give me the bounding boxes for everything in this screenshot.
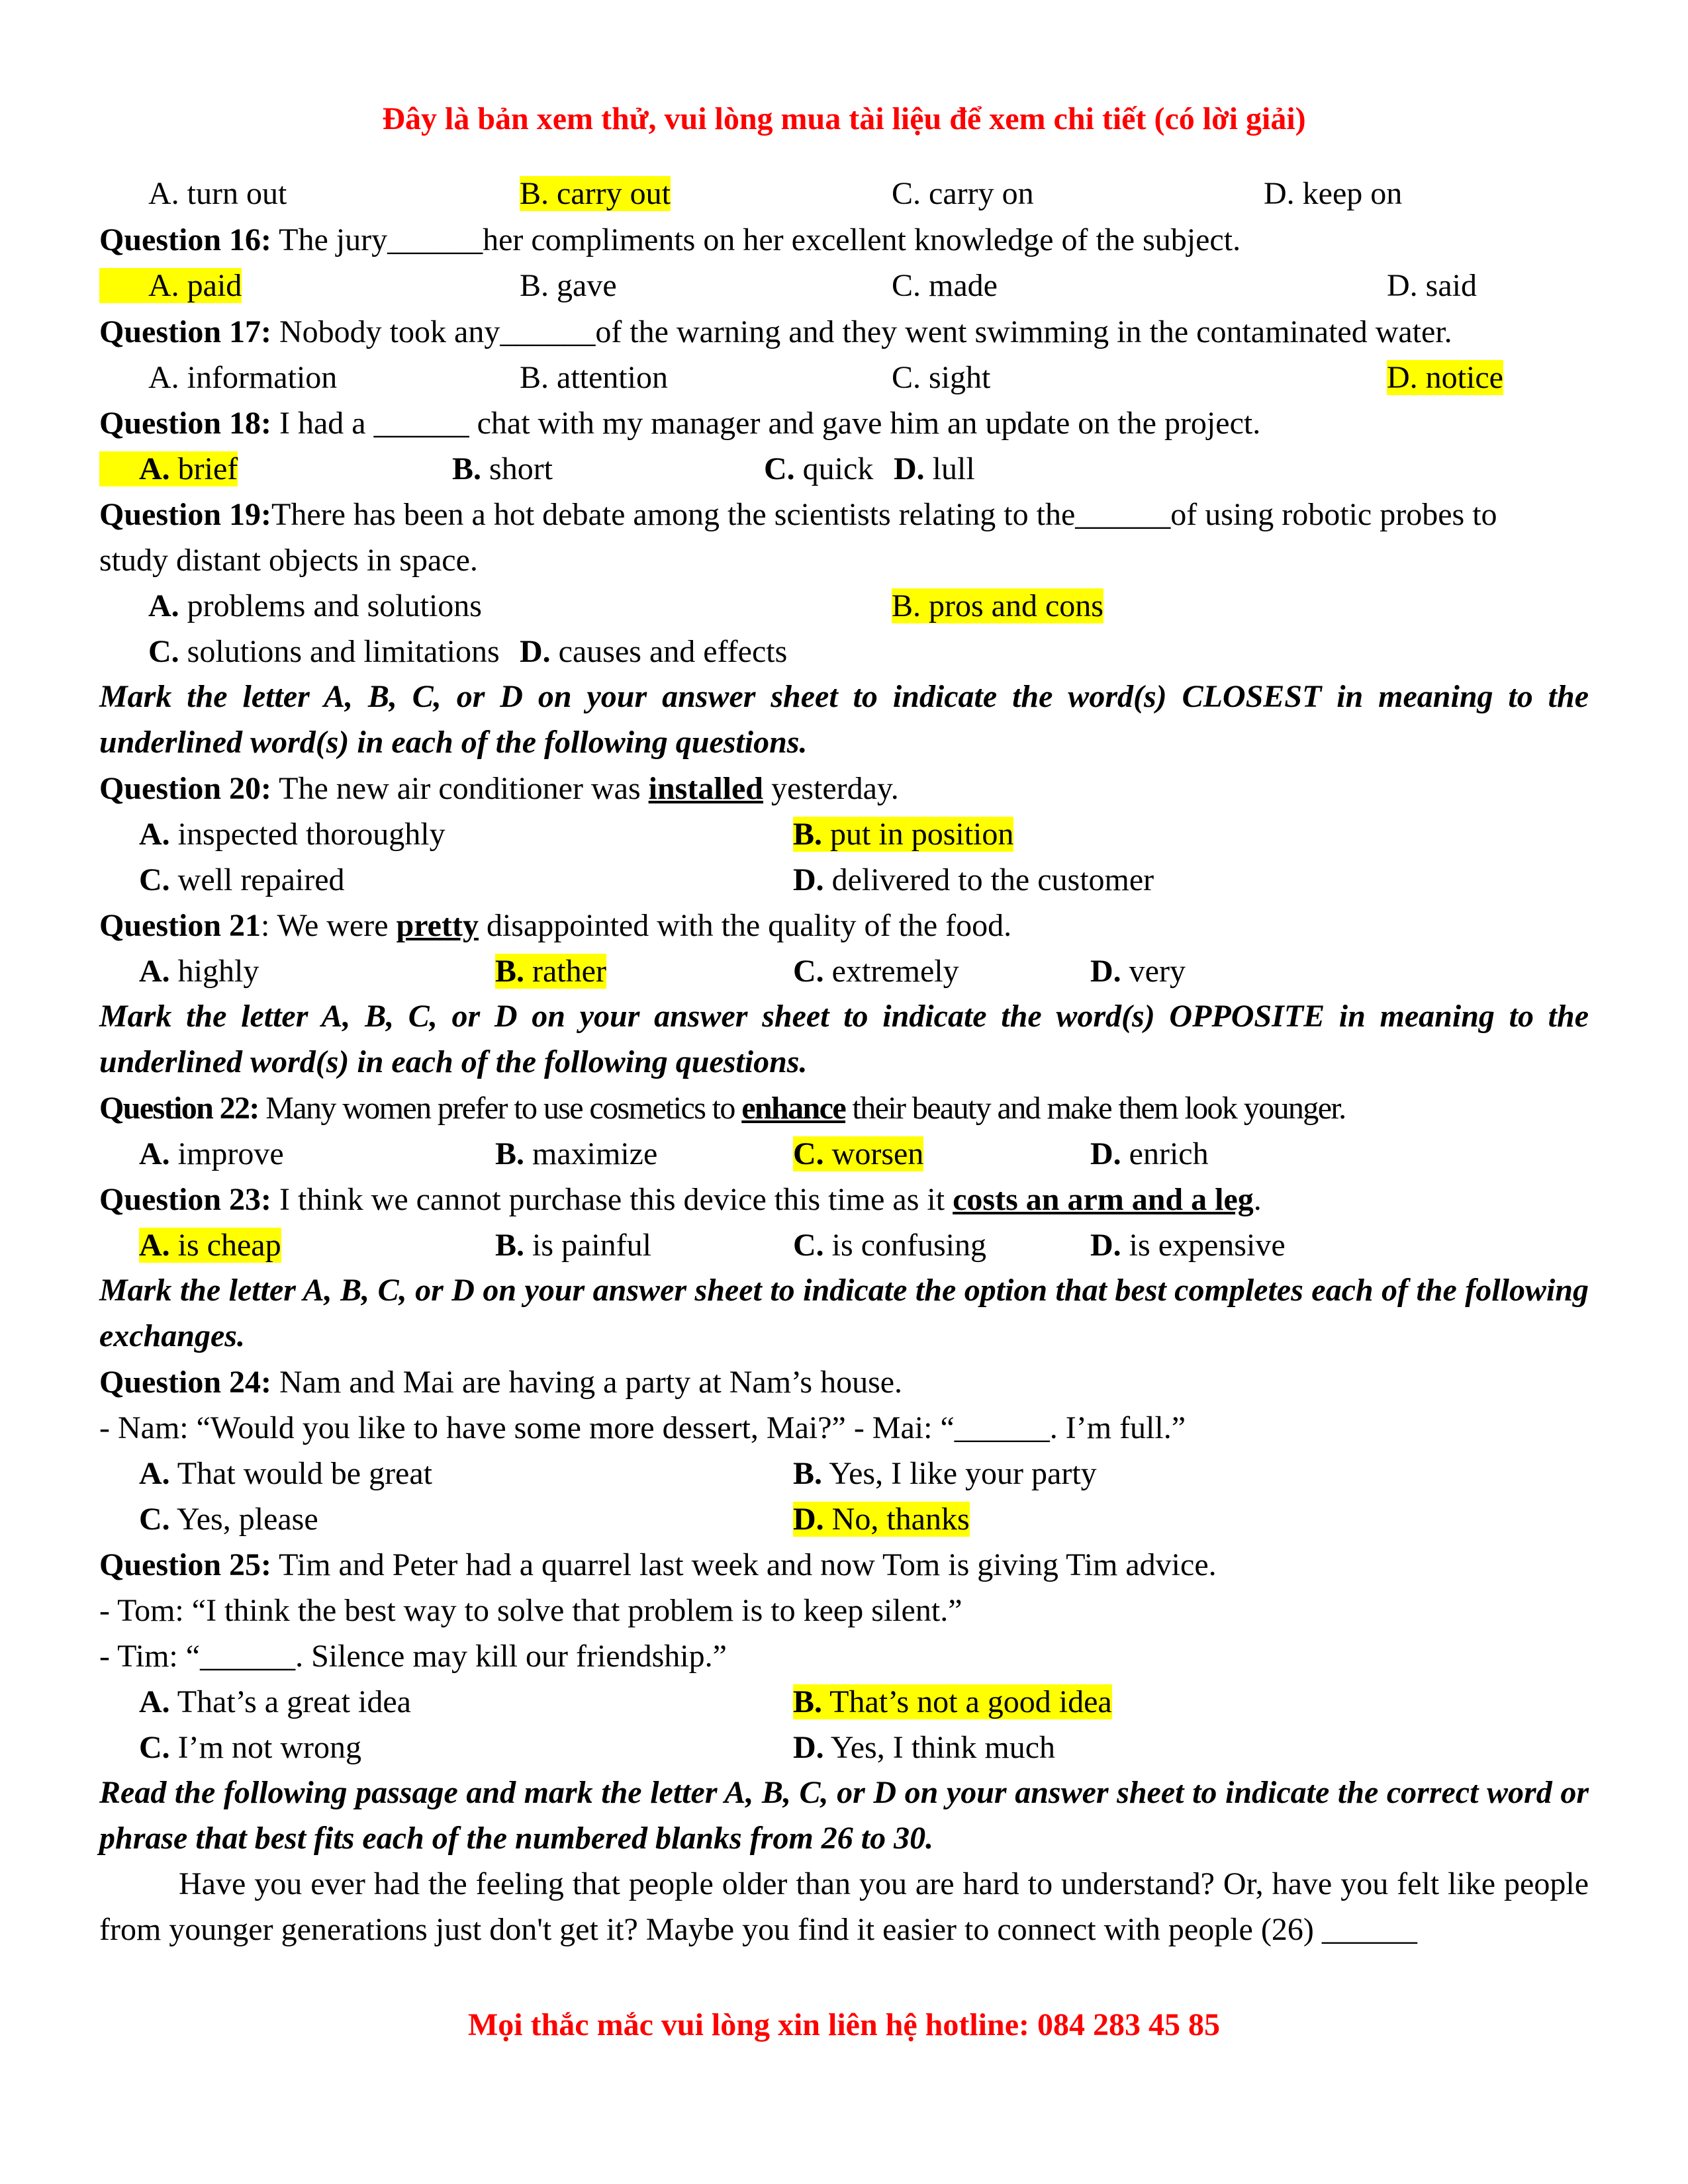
- q22-option-a: [139, 1134, 284, 1174]
- q19-option-d: [520, 632, 787, 672]
- option-letter: A.: [139, 1684, 170, 1719]
- q15-option-a: A. turn out: [148, 176, 287, 211]
- question-20: [99, 769, 899, 809]
- question-text: The new air conditioner was: [271, 771, 649, 806]
- q24-option-a: [139, 1454, 432, 1494]
- q15-option-d: D. keep on: [1264, 176, 1403, 211]
- q20-option-d: [793, 860, 1154, 900]
- option-text: That’s a great idea: [169, 1684, 411, 1719]
- q22-option-d: [1090, 1134, 1209, 1174]
- option-letter: B.: [793, 817, 823, 852]
- instruction-closest: Mark the letter A, B, C, or D on your answer sheet to indicate the word(s) CLOSEST in meaning to the underlined word(s) in each of the following questions.: [99, 679, 1589, 760]
- instruction-passage: Read the following passage and mark the letter A, B, C, or D on your answer sheet to indicate the correct word or phrase that best fits each of the numbered blanks from 26 to 30.: [99, 1775, 1589, 1856]
- q23-option-a: [139, 1226, 281, 1265]
- question-label: Question 17:: [99, 314, 272, 349]
- option-text: maximize: [524, 1136, 658, 1171]
- question-25: [99, 1545, 1217, 1585]
- q20-option-c: [139, 860, 345, 900]
- option-text: That’s not a good idea: [822, 1684, 1112, 1719]
- option-text: is confusing: [823, 1228, 986, 1263]
- option-letter: C.: [139, 1730, 170, 1765]
- option-text: is expensive: [1121, 1228, 1286, 1263]
- option-letter: C.: [793, 1136, 824, 1171]
- option-letter: A.: [139, 817, 170, 852]
- option-letter: B.: [495, 1228, 525, 1263]
- question-label: Question 16:: [99, 222, 272, 257]
- question-text: Tim and Peter had a quarrel last week and now Tom is giving Tim advice.: [271, 1547, 1217, 1582]
- question-text: Nobody took any______of the warning and they went swimming in the contaminated water.: [271, 314, 1452, 349]
- question-label: Question 24:: [99, 1365, 272, 1400]
- option-text: put in position: [822, 817, 1014, 852]
- question-text: yesterday.: [763, 771, 899, 806]
- q25-option-c: [139, 1728, 361, 1768]
- q19-option-b: [892, 586, 1103, 626]
- option-text: lull: [924, 451, 975, 486]
- option-letter: A.: [139, 1136, 170, 1171]
- option-text: delivered to the customer: [823, 862, 1154, 897]
- q16-option-d: D. said: [1387, 268, 1477, 303]
- q24-option-c: [139, 1500, 318, 1539]
- option-letter: B.: [793, 1684, 823, 1719]
- instruction-exchange: Mark the letter A, B, C, or D on your answer sheet to indicate the option that best completes each of the following exchanges.: [99, 1273, 1589, 1353]
- question-label: Question 19:: [99, 497, 272, 532]
- q17-option-d: [1387, 358, 1503, 398]
- question-text: I think we cannot purchase this device this time as it: [271, 1182, 953, 1217]
- option-letter: D.: [1090, 954, 1121, 989]
- q20-option-a: [139, 815, 445, 854]
- question-23: [99, 1180, 1262, 1220]
- answer-highlight: B. carry out: [520, 176, 671, 211]
- q25-option-a: [139, 1682, 411, 1722]
- q16-option-a: [99, 266, 242, 306]
- option-letter: D.: [793, 1502, 824, 1537]
- underlined-keyword: costs an arm and a leg: [953, 1182, 1254, 1217]
- answer-highlight: B. pros and cons: [892, 588, 1103, 623]
- question-label: Question 21: [99, 908, 261, 943]
- q18-option-c: [764, 449, 873, 489]
- question-text: .: [1253, 1182, 1262, 1217]
- question-21: [99, 906, 1011, 946]
- underlined-keyword: installed: [648, 771, 763, 806]
- option-letter: C.: [793, 954, 824, 989]
- q18-option-a: [99, 449, 238, 489]
- underlined-keyword: enhance: [741, 1091, 846, 1126]
- question-18: [99, 404, 1260, 443]
- option-letter: C.: [139, 1502, 170, 1537]
- question-text: disappointed with the quality of the food.: [478, 908, 1012, 943]
- option-text: rather: [524, 954, 606, 989]
- question-text: There has been a hot debate among the scientists relating to the______of using robotic probes to: [271, 497, 1497, 532]
- q22-option-b: [495, 1134, 657, 1174]
- option-text: quick: [794, 451, 874, 486]
- option-letter: D.: [1090, 1136, 1121, 1171]
- option-letter: A.: [148, 588, 179, 623]
- option-text: solutions and limitations: [179, 634, 500, 669]
- option-text: inspected thoroughly: [169, 817, 445, 852]
- option-text: brief: [169, 451, 238, 486]
- option-letter: D.: [793, 1730, 824, 1765]
- option-text: No, thanks: [823, 1502, 970, 1537]
- option-letter: B.: [495, 954, 525, 989]
- option-text: I’m not wrong: [169, 1730, 361, 1765]
- q24-option-b: [793, 1454, 1097, 1494]
- question-label: Question 22:: [99, 1091, 259, 1126]
- q24-option-d: [793, 1500, 970, 1539]
- option-text: well repaired: [169, 862, 345, 897]
- q20-option-b: [793, 815, 1013, 854]
- header-notice: Đây là bản xem thử, vui lòng mua tài liệu để xem chi tiết (có lời giải): [382, 101, 1306, 136]
- question-22: [99, 1089, 1346, 1128]
- question-text: Nam and Mai are having a party at Nam’s house.: [271, 1365, 903, 1400]
- q18-option-d: [894, 449, 975, 489]
- question-label: Question 18:: [99, 406, 272, 441]
- option-letter: B.: [452, 451, 482, 486]
- option-letter: D.: [1090, 1228, 1121, 1263]
- option-letter: C.: [793, 1228, 824, 1263]
- q21-option-c: [793, 952, 959, 991]
- instruction-opposite: Mark the letter A, B, C, or D on your answer sheet to indicate the word(s) OPPOSITE in meaning to the underlined word(s) in each of the following questions.: [99, 999, 1589, 1079]
- question-text: their beauty and make them look younger.: [845, 1091, 1346, 1126]
- q23-option-b: [495, 1226, 651, 1265]
- option-text: is cheap: [169, 1228, 281, 1263]
- option-text: worsen: [823, 1136, 924, 1171]
- question-17: [99, 312, 1452, 352]
- question-text: : We were: [261, 908, 397, 943]
- q15-option-c: C. carry on: [892, 176, 1034, 211]
- question-16: [99, 220, 1241, 260]
- option-letter: A.: [139, 451, 170, 486]
- option-letter: B.: [495, 1136, 525, 1171]
- question-label: Question 23:: [99, 1182, 272, 1217]
- q23-option-c: [793, 1226, 986, 1265]
- option-letter: A.: [139, 1228, 170, 1263]
- option-letter: A.: [139, 954, 170, 989]
- option-text: very: [1121, 954, 1186, 989]
- q18-option-b: [452, 449, 553, 489]
- q15-option-b: [520, 174, 671, 214]
- q21-option-a: [139, 952, 259, 991]
- question-text: Many women prefer to use cosmetics to: [258, 1091, 742, 1126]
- option-letter: D.: [793, 862, 824, 897]
- option-letter: D.: [894, 451, 925, 486]
- q25-option-d: [793, 1728, 1055, 1768]
- q23-option-d: [1090, 1226, 1286, 1265]
- q25-option-b: [793, 1682, 1112, 1722]
- question-19: [99, 495, 1497, 535]
- option-text: is painful: [524, 1228, 651, 1263]
- answer-highlight: D. notice: [1387, 360, 1503, 395]
- q17-option-b: B. attention: [520, 360, 668, 395]
- option-text: enrich: [1121, 1136, 1209, 1171]
- option-text: extremely: [823, 954, 959, 989]
- question-label: Question 25:: [99, 1547, 272, 1582]
- option-letter: C.: [139, 862, 170, 897]
- q21-option-b: [495, 952, 606, 991]
- option-letter: B.: [793, 1456, 823, 1491]
- option-text: improve: [169, 1136, 284, 1171]
- option-letter: C.: [148, 634, 179, 669]
- q17-option-c: C. sight: [892, 360, 991, 395]
- q21-option-d: [1090, 952, 1186, 991]
- option-text: short: [481, 451, 553, 486]
- option-text: highly: [169, 954, 259, 989]
- option-text: problems and solutions: [179, 588, 482, 623]
- option-text: Yes, I like your party: [822, 1456, 1097, 1491]
- question-24-dialog: - Nam: “Would you like to have some more dessert, Mai?” - Mai: “______. I’m full.”: [99, 1410, 1186, 1445]
- option-text: causes and effects: [550, 634, 788, 669]
- q16-option-c: C. made: [892, 268, 998, 303]
- q19-option-a: [148, 586, 482, 626]
- option-letter: A.: [139, 1456, 170, 1491]
- question-text: I had a ______ chat with my manager and gave him an update on the project.: [271, 406, 1261, 441]
- question-label: Question 20:: [99, 771, 272, 806]
- option-text: Yes, I think much: [823, 1730, 1056, 1765]
- answer-highlight: A. paid: [99, 268, 242, 303]
- option-letter: C.: [764, 451, 795, 486]
- question-text: The jury______her compliments on her excellent knowledge of the subject.: [271, 222, 1241, 257]
- question-24: [99, 1363, 902, 1402]
- underlined-keyword: pretty: [396, 908, 479, 943]
- option-text: That would be great: [169, 1456, 432, 1491]
- question-19-continued: study distant objects in space.: [99, 543, 478, 578]
- question-25-dialog-tim: - Tim: “______. Silence may kill our friendship.”: [99, 1639, 727, 1674]
- q22-option-c: [793, 1134, 923, 1174]
- question-25-dialog-tom: - Tom: “I think the best way to solve that problem is to keep silent.”: [99, 1593, 962, 1628]
- q17-option-a: A. information: [148, 360, 338, 395]
- q16-option-b: B. gave: [520, 268, 617, 303]
- footer-notice: Mọi thắc mắc vui lòng xin liên hệ hotline: 084 283 45 85: [467, 2007, 1220, 2042]
- q19-option-c: [148, 632, 500, 672]
- reading-passage: Have you ever had the feeling that people older than you are hard to understand? Or, have you felt like people from younger generations just don't get it? Maybe you find it easier to connect with people (26) ______: [99, 1866, 1589, 1947]
- option-text: Yes, please: [169, 1502, 318, 1537]
- option-letter: D.: [520, 634, 551, 669]
